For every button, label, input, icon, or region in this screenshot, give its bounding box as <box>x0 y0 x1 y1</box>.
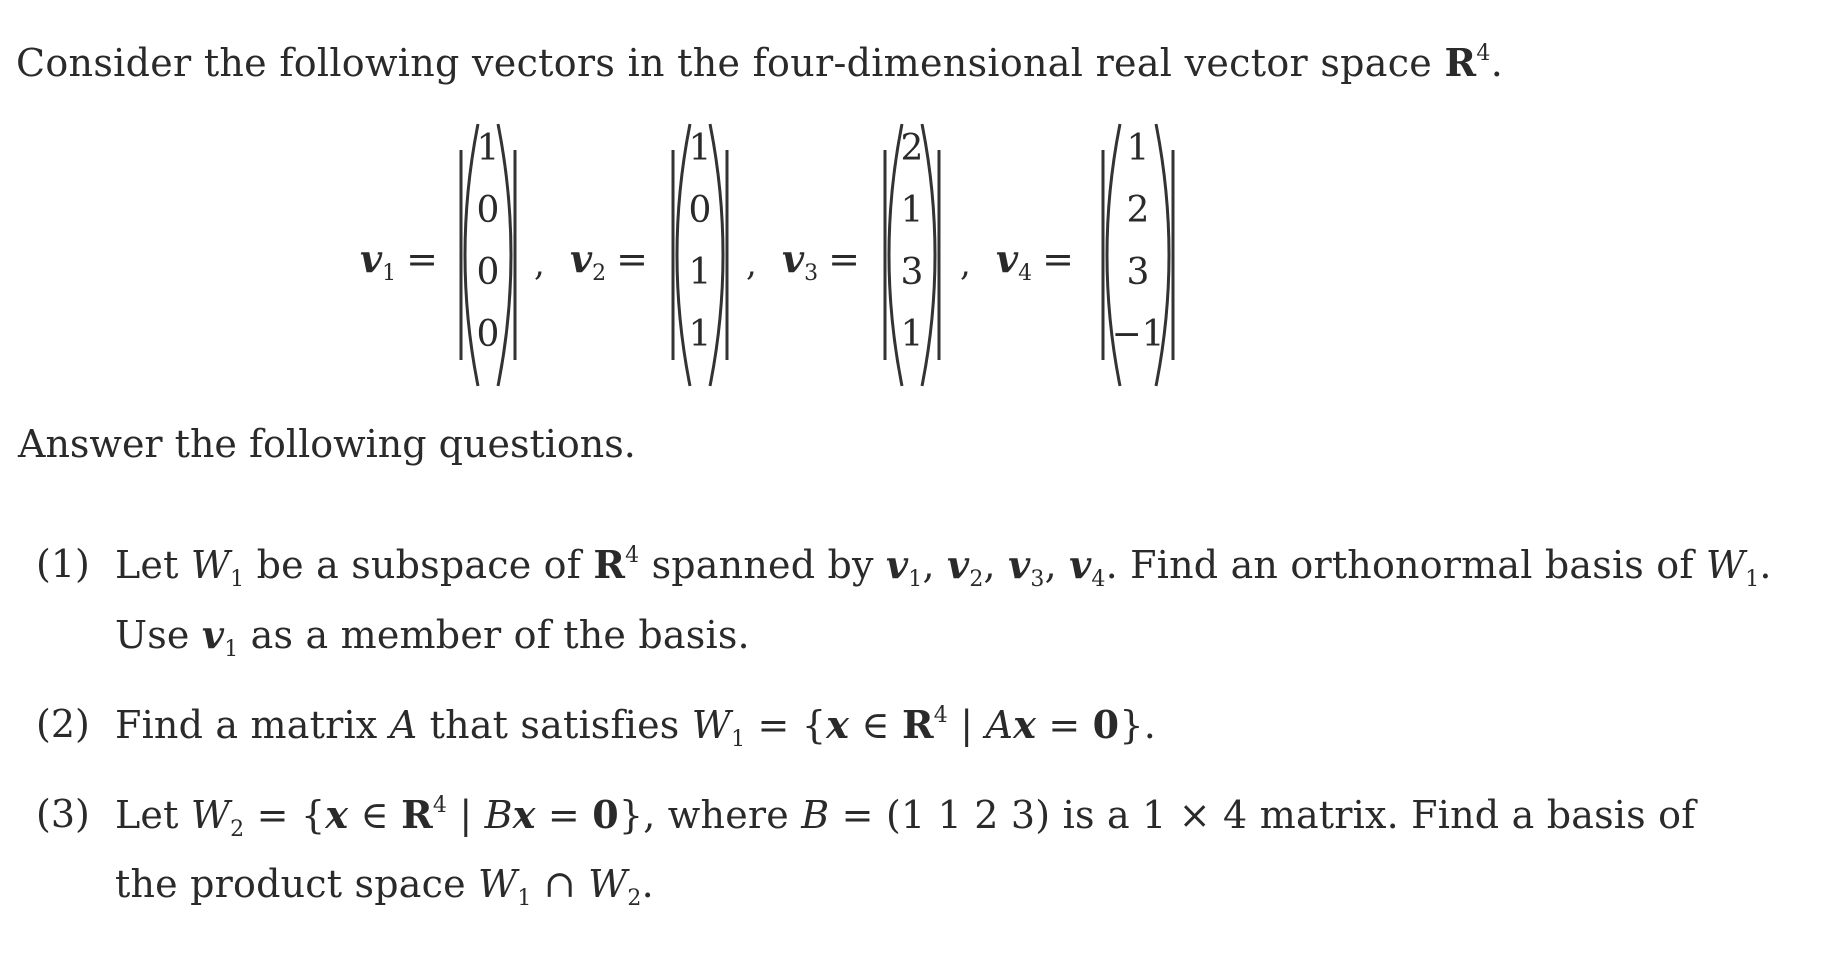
question-1-number: (1) <box>36 542 90 586</box>
matrix-entry: 0 <box>476 252 500 293</box>
question-3-line-1: Let $W_2 = \{x$ ∈ $R^4$ | Bx = 0}, where B = (1 1 2 3) is a 1 × 4 matrix. Find a basis of <box>115 792 1696 842</box>
matrix-entry: 0 <box>476 314 500 355</box>
matrix-entry: 0 <box>476 190 500 231</box>
matrix-entry: 1 <box>900 314 924 355</box>
matrix-entry: 1 <box>688 128 712 169</box>
answer-prompt: Answer the following questions. <box>18 422 636 466</box>
vector-v4-matrix <box>1090 120 1186 390</box>
separator-comma: , <box>960 244 971 284</box>
space-dim: 4 <box>1476 41 1491 66</box>
matrix-entry: 3 <box>1126 252 1150 293</box>
matrix-entry: 1 <box>688 252 712 293</box>
separator-comma: , <box>534 244 545 284</box>
matrix-entry: −1 <box>1111 314 1165 355</box>
vector-label-v3: $v_3$ = <box>782 236 860 286</box>
intro-text: Consider the following vectors in the four-dimensional real vector space <box>16 41 1445 85</box>
matrix-entry: 3 <box>900 252 924 293</box>
matrix-entry: 1 <box>476 128 500 169</box>
question-1-line-1: Let $W_1$ be a subspace of $R^4$ spanned by $v_1$, $v_2$, $v_3$, $v_4$. Find an orthonormal basis of $W_1$. <box>115 542 1772 592</box>
matrix-entry: 1 <box>900 190 924 231</box>
space-symbol: R <box>1444 40 1477 85</box>
vector-v1-matrix <box>448 120 528 390</box>
vector-label-v2: $v_2$ = <box>570 236 648 286</box>
matrix-entry: 1 <box>688 314 712 355</box>
question-3-line-2: the product space $W_1$ ∩ $W_2$. <box>115 862 654 911</box>
question-2-number: (2) <box>36 702 90 746</box>
matrix-entry: 1 <box>1126 128 1150 169</box>
matrix-entry: 2 <box>1126 190 1150 231</box>
vector-v2-matrix <box>660 120 740 390</box>
intro-line <box>16 40 1503 85</box>
intro-period: . <box>1490 41 1504 85</box>
matrix-entry: 0 <box>688 190 712 231</box>
matrix-entry: 2 <box>900 128 924 169</box>
vector-v3-matrix <box>872 120 952 390</box>
vector-label-v4: $v_4$ = <box>996 236 1074 286</box>
question-3-number: (3) <box>36 792 90 836</box>
question-2-line: Find a matrix A that satisfies $W_1 = \{x$ ∈ $R^4$ | Ax = 0}. <box>115 702 1156 752</box>
separator-comma: , <box>746 244 757 284</box>
question-1-line-2: Use $v_1$ as a member of the basis. <box>115 612 750 662</box>
vector-label-v1: $v_1$ = <box>360 236 438 286</box>
